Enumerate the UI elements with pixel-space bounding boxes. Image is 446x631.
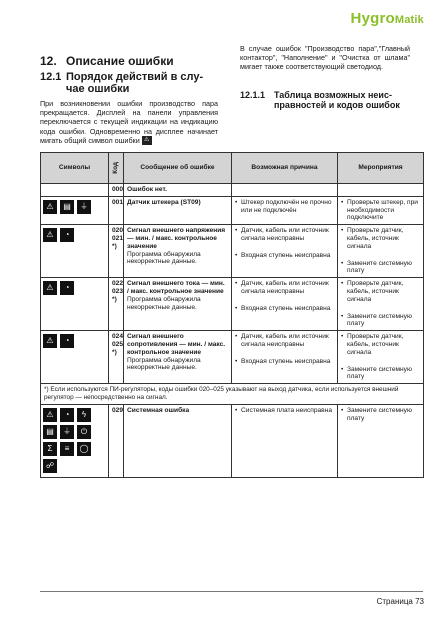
message-bold: Сигнал внешнего тока — мин. / макс. контрольное значение (127, 280, 225, 295)
cause-item: • Входная ступень неисправна (235, 358, 334, 366)
message-cell (124, 404, 232, 477)
cause-cell (232, 278, 338, 331)
subsubsection-number: 12.1.1 (240, 89, 266, 100)
gauge-icon: ◔ (60, 334, 74, 348)
cause-item: • Входная ступень неисправна (235, 305, 334, 313)
message-normal: Программа обнаружила некорректные данные. (127, 295, 201, 311)
message-cell (124, 196, 232, 224)
table-row (41, 225, 424, 278)
code-cell: 029 (109, 404, 124, 477)
action-item: • Проверьте штекер, при необходимости подключите (341, 199, 420, 222)
right-column (240, 44, 410, 110)
symbols-cell (41, 331, 109, 384)
footnote-text: *) Если используются ПИ-регуляторы, коды ошибки 020–025 указывают на выход датчика, если используется внешний регулятор — непосредственно на сигнал. (41, 384, 424, 405)
message-bold: Ошибок нет. (127, 186, 167, 193)
code-cell: 001 (109, 196, 124, 224)
page-number: Страница 73 (376, 597, 424, 606)
error-table (40, 152, 424, 478)
cause-cell (232, 404, 338, 477)
table-row (41, 196, 424, 224)
message-bold: Датчик штекера (ST09) (127, 198, 201, 206)
plug-connector-icon: ⏚ (77, 200, 91, 214)
footnote-row (41, 384, 424, 405)
action-cell (338, 184, 424, 197)
header-cause: Возможная причина (232, 153, 338, 184)
message-normal: Программа обнаружила некорректные данные. (127, 250, 201, 266)
action-item: • Проверьте датчик, кабель, источник сигнала (341, 333, 420, 356)
cause-item: • Датчик, кабель или источник сигнала неисправны (235, 227, 334, 243)
power-icon: ⏻ (77, 425, 91, 439)
action-item: • Замените системную плату (341, 313, 420, 329)
subsubsection-title-line1: Таблица возможных неис- (274, 89, 392, 100)
sum-icon: Σ (43, 442, 57, 456)
warning-triangle-icon: ⚠ (43, 408, 57, 422)
intro-text: При возникновении ошибки производство пара прекращается. Дисплей на панели управления переключается с текущей индикации на индикацию кода ошибки. Одновременно на дисплее начинает мигать общий символ ошибки (40, 99, 218, 145)
level-icon: ≡ (60, 442, 74, 456)
intro-paragraph (40, 99, 218, 145)
cause-cell (232, 184, 338, 197)
network-icon: ☍ (43, 459, 57, 473)
section-title: Описание ошибки (66, 54, 174, 68)
table-row (41, 184, 424, 197)
symbols-cell (41, 278, 109, 331)
subsubsection-title-line2: правностей и кодов ошибок (274, 99, 400, 110)
action-cell (338, 225, 424, 278)
cause-item: • Датчик, кабель или источник сигнала неисправны (235, 333, 334, 349)
symbols-cell (41, 196, 109, 224)
footer-rule (40, 591, 423, 592)
logo-part1: Hygro (350, 10, 395, 27)
subsubsection-heading (240, 90, 410, 110)
warning-triangle-icon: ⚠ (43, 228, 57, 242)
power-icon: ◯ (77, 442, 91, 456)
general-error-icon: ⚠ (142, 136, 152, 145)
message-bold: Сигнал внешнего сопротивления — мин. / макс. контрольное значение (127, 333, 226, 356)
table-row (41, 331, 424, 384)
cause-item: • Штекер подключён не прочно или не подключён (235, 199, 334, 215)
cause-item: • Входная ступень неисправна (235, 252, 334, 260)
message-cell (124, 278, 232, 331)
message-bold: Сигнал внешнего напряжения — мин. / макс. контрольное значение (127, 227, 226, 250)
table-row (41, 278, 424, 331)
section-number: 12. (40, 54, 57, 68)
cause-cell (232, 331, 338, 384)
header-action: Мероприятия (338, 153, 424, 184)
subsection-title-line1: Порядок действий в слу- (66, 71, 204, 83)
warning-triangle-icon: ⚠ (43, 334, 57, 348)
action-item: • Замените системную плату (341, 260, 420, 276)
subsection-heading (40, 71, 218, 95)
message-cell (124, 184, 232, 197)
code-cell: 000 (109, 184, 124, 197)
warning-triangle-icon: ⚠ (43, 200, 57, 214)
symbols-cell (41, 184, 109, 197)
message-cell (124, 331, 232, 384)
symbols-cell (41, 225, 109, 278)
header-message: Сообщение об ошибке (124, 153, 232, 184)
cause-item: • Датчик, кабель или источник сигнала неисправны (235, 280, 334, 296)
gauge-icon: ◔ (60, 408, 74, 422)
controller-board-icon: ▤ (60, 200, 74, 214)
right-paragraph: В случае ошибок "Производство пара","Главный контактор", "Наполнение" и "Очистка от шлама" мигает также соответствующий светодиод. (240, 44, 410, 72)
table-header-row (41, 153, 424, 184)
header-symbols: Символы (41, 153, 109, 184)
section-heading (40, 54, 218, 68)
subsection-number: 12.1 (40, 71, 62, 83)
header-code-text: Код (112, 162, 120, 174)
message-cell (124, 225, 232, 278)
action-cell (338, 278, 424, 331)
plug-connector-icon: ⏚ (60, 425, 74, 439)
gauge-icon: ◔ (60, 281, 74, 295)
action-item: • Замените системную плату (341, 407, 420, 423)
message-normal: Программа обнаружила некорректные данные. (127, 356, 201, 372)
action-cell (338, 404, 424, 477)
cause-cell (232, 225, 338, 278)
warning-triangle-icon: ⚠ (43, 281, 57, 295)
left-column (40, 54, 218, 145)
logo (351, 10, 424, 27)
cause-item: • Системная плата неисправна (235, 407, 334, 415)
code-cell: 022 023 *) (109, 278, 124, 331)
lightning-icon: ϟ (77, 408, 91, 422)
message-bold: Системная ошибка (127, 406, 190, 414)
table-row (41, 404, 424, 477)
action-cell (338, 331, 424, 384)
code-cell: 024 025 *) (109, 331, 124, 384)
action-item: • Проверьте датчик, кабель, источник сигнала (341, 227, 420, 250)
action-item: • Проверьте датчик, кабель, источник сигнала (341, 280, 420, 303)
logo-part2: Matik (394, 14, 424, 26)
gauge-icon: ◔ (60, 228, 74, 242)
action-item: • Замените системную плату (341, 366, 420, 382)
controller-board-icon: ▤ (43, 425, 57, 439)
header-code (109, 153, 124, 184)
action-cell (338, 196, 424, 224)
code-cell: 020 021 *) (109, 225, 124, 278)
subsection-title-line2: чае ошибки (66, 83, 130, 95)
cause-cell (232, 196, 338, 224)
symbols-cell (41, 404, 109, 477)
